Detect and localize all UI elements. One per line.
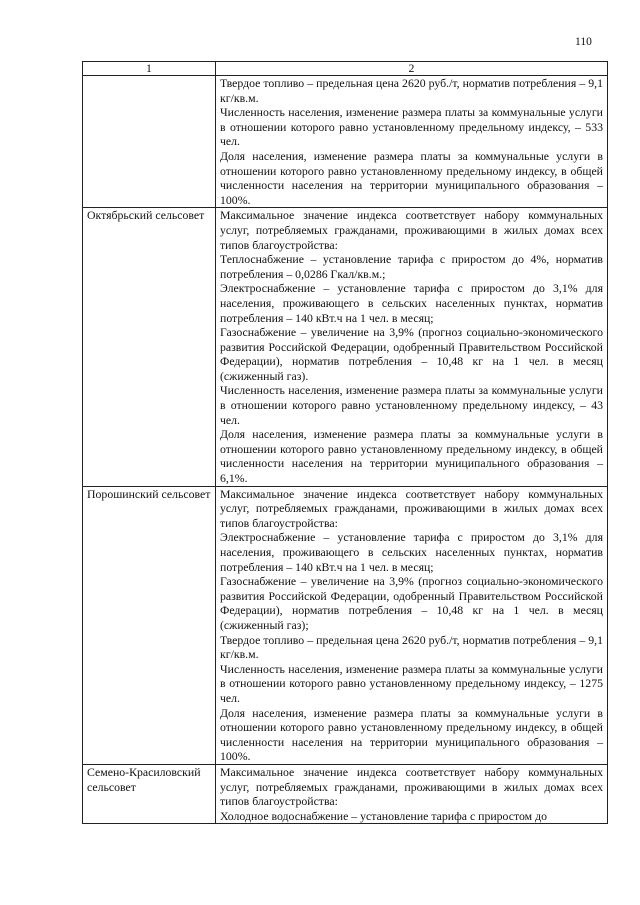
paragraph: Газоснабжение – увеличение на 3,9% (прогноз социально-экономического развития Российской Федерации, одобренный Правительством Российской Федерации), норматив потребления – 10,48 кг на 1 чел. в месяц (сжиженный газ); [220,574,603,632]
municipality-name [83,76,216,208]
paragraph: Твердое топливо – предельная цена 2620 руб./т, норматив потребления – 9,1 кг/кв.м. [220,632,603,662]
paragraph: Максимальное значение индекса соответствует набору коммунальных услуг, потребляемых гражданами, проживающими в жилых домах всех типов благоустройства: [220,764,603,809]
document-table [82,61,608,824]
table-row [83,208,608,486]
municipality-name: Октябрьский сельсовет [83,208,216,486]
column-header-2: 2 [216,62,608,76]
municipality-name: Порошинский сельсовет [83,486,216,764]
paragraph: Доля населения, изменение размера платы за коммунальные услуги в отношении которого равно установленному предельному индексу, в общей численности населения на территории муниципального образования – 6,1%. [220,427,603,486]
municipality-description [216,76,608,208]
paragraph: Электроснабжение – установление тарифа с приростом до 3,1% для населения, проживающего в сельских населенных пунктах, норматив потребления – 140 кВт.ч на 1 чел. в месяц; [220,281,603,325]
paragraph: Теплоснабжение – установление тарифа с приростом до 4%, норматив потребления – 0,0286 Гкал/кв.м.; [220,252,603,281]
paragraph: Максимальное значение индекса соответствует набору коммунальных услуг, потребляемых гражданами, проживающими в жилых домах всех типов благоустройства: [220,486,603,530]
paragraph: Газоснабжение – увеличение на 3,9% (прогноз социально-экономического развития Российской Федерации, одобренный Правительством Российской Федерации), норматив потребления – 10,48 кг на 1 чел. в месяц (сжиженный газ). [220,325,603,383]
paragraph: Численность населения, изменение размера платы за коммунальные услуги в отношении которого равно установленному предельному индексу, – 43 чел. [220,383,603,427]
paragraph: Численность населения, изменение размера платы за коммунальные услуги в отношении которого равно установленному предельному индексу, – 1275 чел. [220,661,603,705]
table-row [83,764,608,823]
municipality-description [216,208,608,486]
paragraph: Максимальное значение индекса соответствует набору коммунальных услуг, потребляемых гражданами, проживающими в жилых домах всех типов благоустройства: [220,208,603,252]
paragraph: Доля населения, изменение размера платы за коммунальные услуги в отношении которого равно установленному предельному индексу, в общей численности населения на территории муниципального образования – 100%. [220,148,603,207]
paragraph: Доля населения, изменение размера платы за коммунальные услуги в отношении которого равно установленному предельному индексу, в общей численности населения на территории муниципального образования – 100%. [220,705,603,764]
paragraph: Численность населения, изменение размера платы за коммунальные услуги в отношении которого равно установленному предельному индексу, – 533 чел. [220,105,603,149]
table-row [83,76,608,208]
paragraph: Электроснабжение – установление тарифа с приростом до 3,1% для населения, проживающего в сельских населенных пунктах, норматив потребления – 140 кВт.ч на 1 чел. в месяц; [220,530,603,574]
column-header-1: 1 [83,62,216,76]
table-header-row [83,62,608,76]
table-row [83,486,608,764]
municipality-description [216,486,608,764]
municipality-name: Семено-Красиловский сельсовет [83,764,216,823]
paragraph: Твердое топливо – предельная цена 2620 руб./т, норматив потребления – 9,1 кг/кв.м. [220,76,603,105]
paragraph: Холодное водоснабжение – установление тарифа с приростом до [220,808,547,823]
page-number: 110 [575,36,592,48]
municipality-description [216,764,608,823]
